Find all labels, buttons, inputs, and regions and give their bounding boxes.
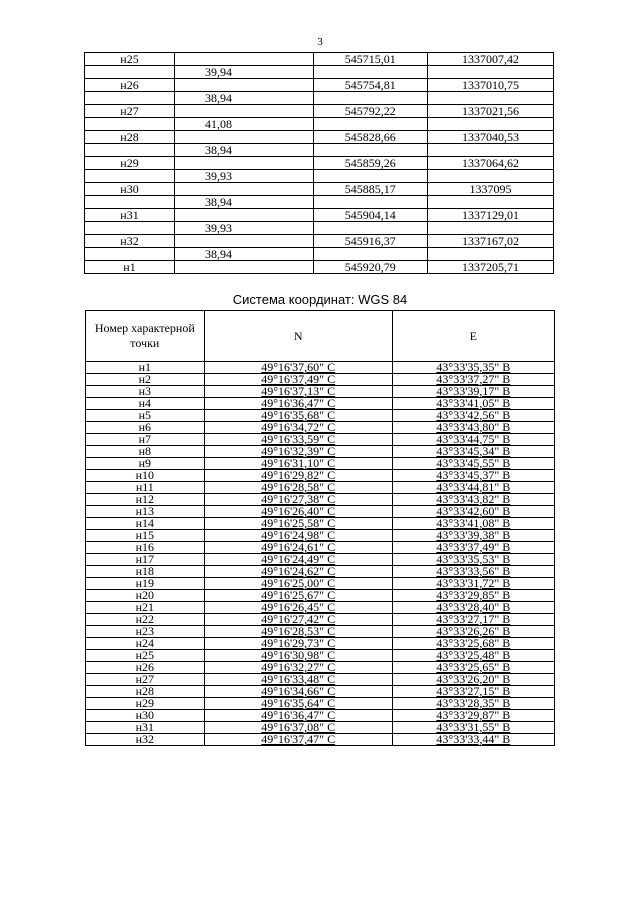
point-cell: н11 [86, 482, 205, 494]
empty-cell [313, 66, 427, 79]
point-cell: н23 [86, 626, 205, 638]
x-cell: 545828,66 [313, 131, 427, 144]
latitude-cell: 49°16'37,08" С [204, 722, 392, 734]
point-cell: н6 [86, 422, 205, 434]
point-cell: н32 [85, 235, 175, 248]
length-row [85, 118, 554, 131]
y-cell: 1337040,53 [427, 131, 553, 144]
latitude-cell: 49°16'35,64" С [204, 698, 392, 710]
segment-length-cell: 38,94 [174, 248, 313, 261]
empty-cell [427, 222, 553, 235]
latitude-cell: 49°16'34,72" С [204, 422, 392, 434]
empty-cell [427, 170, 553, 183]
latitude-cell: 49°16'36,47" С [204, 710, 392, 722]
y-cell: 1337129,01 [427, 209, 553, 222]
longitude-cell: 43°33'41,05" В [392, 398, 554, 410]
longitude-cell: 43°33'41,08" В [392, 518, 554, 530]
longitude-cell: 43°33'44,81" В [392, 482, 554, 494]
latitude-cell: 49°16'29,73" С [204, 638, 392, 650]
table-row [85, 209, 554, 222]
longitude-cell: 43°33'26,26" В [392, 626, 554, 638]
point-cell: н30 [85, 183, 175, 196]
longitude-cell: 43°33'37,49" В [392, 542, 554, 554]
latitude-cell: 49°16'35,68" С [204, 410, 392, 422]
longitude-cell: 43°33'39,17" В [392, 386, 554, 398]
longitude-cell: 43°33'42,56" В [392, 410, 554, 422]
latitude-cell: 49°16'25,00" С [204, 578, 392, 590]
table-header-row [86, 311, 555, 362]
point-cell: н21 [86, 602, 205, 614]
latitude-cell: 49°16'37,13" С [204, 386, 392, 398]
point-cell: н2 [86, 374, 205, 386]
x-cell: 545904,14 [313, 209, 427, 222]
point-cell: н29 [85, 157, 175, 170]
latitude-cell: 49°16'24,98" С [204, 530, 392, 542]
table-row [85, 105, 554, 118]
empty-cell [174, 157, 313, 170]
point-cell: н32 [86, 734, 205, 746]
latitude-cell: 49°16'28,58" С [204, 482, 392, 494]
table-row [85, 261, 554, 274]
header-point-number: Номер характерной точки [86, 311, 205, 362]
longitude-cell: 43°33'27,15" В [392, 686, 554, 698]
empty-cell [85, 196, 175, 209]
empty-cell [174, 53, 313, 66]
longitude-cell: 43°33'45,55" В [392, 458, 554, 470]
empty-cell [313, 248, 427, 261]
length-row [85, 170, 554, 183]
longitude-cell: 43°33'43,82" В [392, 494, 554, 506]
length-row [85, 248, 554, 261]
longitude-cell: 43°33'33,56" В [392, 566, 554, 578]
latitude-cell: 49°16'25,58" С [204, 518, 392, 530]
latitude-cell: 49°16'30,98" С [204, 650, 392, 662]
point-cell: н22 [86, 614, 205, 626]
x-cell: 545920,79 [313, 261, 427, 274]
latitude-cell: 49°16'37,49" С [204, 374, 392, 386]
latitude-cell: 49°16'34,66" С [204, 686, 392, 698]
latitude-cell: 49°16'28,53" С [204, 626, 392, 638]
longitude-cell: 43°33'25,65" В [392, 662, 554, 674]
point-cell: н5 [86, 410, 205, 422]
empty-cell [85, 170, 175, 183]
empty-cell [174, 79, 313, 92]
point-cell: н27 [86, 674, 205, 686]
y-cell: 1337010,75 [427, 79, 553, 92]
point-cell: н31 [85, 209, 175, 222]
longitude-cell: 43°33'26,20" В [392, 674, 554, 686]
longitude-cell: 43°33'42,60" В [392, 506, 554, 518]
longitude-cell: 43°33'45,34" В [392, 446, 554, 458]
table-row [85, 53, 554, 66]
longitude-cell: 43°33'31,72" В [392, 578, 554, 590]
longitude-cell: 43°33'35,53" В [392, 554, 554, 566]
longitude-cell: 43°33'43,80" В [392, 422, 554, 434]
empty-cell [427, 196, 553, 209]
empty-cell [313, 118, 427, 131]
y-cell: 1337095 [427, 183, 553, 196]
point-cell: н13 [86, 506, 205, 518]
longitude-cell: 43°33'31,55" В [392, 722, 554, 734]
empty-cell [313, 92, 427, 105]
point-cell: н14 [86, 518, 205, 530]
longitude-cell: 43°33'39,38" В [392, 530, 554, 542]
length-row [85, 196, 554, 209]
empty-cell [85, 66, 175, 79]
longitude-cell: 43°33'27,17" В [392, 614, 554, 626]
empty-cell [427, 66, 553, 79]
longitude-cell: 43°33'29,85" В [392, 590, 554, 602]
point-cell: н26 [86, 662, 205, 674]
point-cell: н3 [86, 386, 205, 398]
longitude-cell: 43°33'37,27" В [392, 374, 554, 386]
latitude-cell: 49°16'33,59" С [204, 434, 392, 446]
point-cell: н25 [85, 53, 175, 66]
empty-cell [174, 209, 313, 222]
latitude-cell: 49°16'32,39" С [204, 446, 392, 458]
segment-length-cell: 41,08 [174, 118, 313, 131]
coordinate-system-title: Система координат: WGS 84 [232, 292, 408, 307]
segment-length-cell: 39,93 [174, 170, 313, 183]
longitude-cell: 43°33'25,68" В [392, 638, 554, 650]
x-cell: 545859,26 [313, 157, 427, 170]
latitude-cell: 49°16'32,27" С [204, 662, 392, 674]
latitude-cell: 49°16'25,67" С [204, 590, 392, 602]
point-cell: н17 [86, 554, 205, 566]
y-cell: 1337021,56 [427, 105, 553, 118]
empty-cell [313, 144, 427, 157]
point-cell: н1 [85, 261, 175, 274]
empty-cell [313, 222, 427, 235]
latitude-cell: 49°16'37,60" С [204, 362, 392, 374]
empty-cell [85, 118, 175, 131]
empty-cell [85, 222, 175, 235]
coordinates-table-msk [84, 52, 554, 274]
table-row [85, 131, 554, 144]
empty-cell [313, 170, 427, 183]
longitude-cell: 43°33'28,40" В [392, 602, 554, 614]
latitude-cell: 49°16'29,82" С [204, 470, 392, 482]
length-row [85, 92, 554, 105]
latitude-cell: 49°16'33,48" С [204, 674, 392, 686]
x-cell: 545792,22 [313, 105, 427, 118]
longitude-cell: 43°33'25,48" В [392, 650, 554, 662]
table-row [85, 235, 554, 248]
empty-cell [174, 235, 313, 248]
x-cell: 545715,01 [313, 53, 427, 66]
longitude-cell: 43°33'45,37" В [392, 470, 554, 482]
point-cell: н4 [86, 398, 205, 410]
point-cell: н30 [86, 710, 205, 722]
y-cell: 1337167,02 [427, 235, 553, 248]
latitude-cell: 49°16'26,45" С [204, 602, 392, 614]
point-cell: н26 [85, 79, 175, 92]
point-cell: н9 [86, 458, 205, 470]
segment-length-cell: 38,94 [174, 144, 313, 157]
y-cell: 1337205,71 [427, 261, 553, 274]
point-cell: н29 [86, 698, 205, 710]
point-cell: н18 [86, 566, 205, 578]
coordinates-table-wgs84 [85, 310, 555, 746]
latitude-cell: 49°16'26,40" С [204, 506, 392, 518]
empty-cell [427, 248, 553, 261]
latitude-cell: 49°16'36,47" С [204, 398, 392, 410]
empty-cell [427, 144, 553, 157]
empty-cell [427, 118, 553, 131]
longitude-cell: 43°33'44,75" В [392, 434, 554, 446]
length-row [85, 144, 554, 157]
length-row [85, 66, 554, 79]
segment-length-cell: 39,93 [174, 222, 313, 235]
point-cell: н1 [86, 362, 205, 374]
point-cell: н19 [86, 578, 205, 590]
point-cell: н12 [86, 494, 205, 506]
header-n: N [204, 311, 392, 362]
table-row [85, 79, 554, 92]
latitude-cell: 49°16'24,61" С [204, 542, 392, 554]
latitude-cell: 49°16'37,47" С [204, 734, 392, 746]
point-cell: н16 [86, 542, 205, 554]
y-cell: 1337007,42 [427, 53, 553, 66]
latitude-cell: 49°16'24,62" С [204, 566, 392, 578]
longitude-cell: 43°33'33,44" В [392, 734, 554, 746]
empty-cell [85, 144, 175, 157]
latitude-cell: 49°16'27,42" С [204, 614, 392, 626]
latitude-cell: 49°16'27,38" С [204, 494, 392, 506]
table-row [86, 734, 555, 746]
segment-length-cell: 39,94 [174, 66, 313, 79]
point-cell: н31 [86, 722, 205, 734]
empty-cell [427, 92, 553, 105]
segment-length-cell: 38,94 [174, 196, 313, 209]
longitude-cell: 43°33'35,35" В [392, 362, 554, 374]
point-cell: н7 [86, 434, 205, 446]
longitude-cell: 43°33'28,35" В [392, 698, 554, 710]
point-cell: н15 [86, 530, 205, 542]
latitude-cell: 49°16'24,49" С [204, 554, 392, 566]
point-cell: н24 [86, 638, 205, 650]
empty-cell [85, 248, 175, 261]
segment-length-cell: 38,94 [174, 92, 313, 105]
y-cell: 1337064,62 [427, 157, 553, 170]
table-row [85, 183, 554, 196]
x-cell: 545754,81 [313, 79, 427, 92]
longitude-cell: 43°33'29,87" В [392, 710, 554, 722]
point-cell: н27 [85, 105, 175, 118]
point-cell: н28 [86, 686, 205, 698]
empty-cell [174, 131, 313, 144]
latitude-cell: 49°16'31,10" С [204, 458, 392, 470]
empty-cell [174, 105, 313, 118]
point-cell: н25 [86, 650, 205, 662]
point-cell: н8 [86, 446, 205, 458]
point-cell: н20 [86, 590, 205, 602]
page-number: 3 [317, 36, 323, 48]
x-cell: 545885,17 [313, 183, 427, 196]
empty-cell [174, 261, 313, 274]
point-cell: н28 [85, 131, 175, 144]
empty-cell [174, 183, 313, 196]
x-cell: 545916,37 [313, 235, 427, 248]
point-cell: н10 [86, 470, 205, 482]
length-row [85, 222, 554, 235]
empty-cell [85, 92, 175, 105]
table-row [85, 157, 554, 170]
empty-cell [313, 196, 427, 209]
header-e: E [392, 311, 554, 362]
